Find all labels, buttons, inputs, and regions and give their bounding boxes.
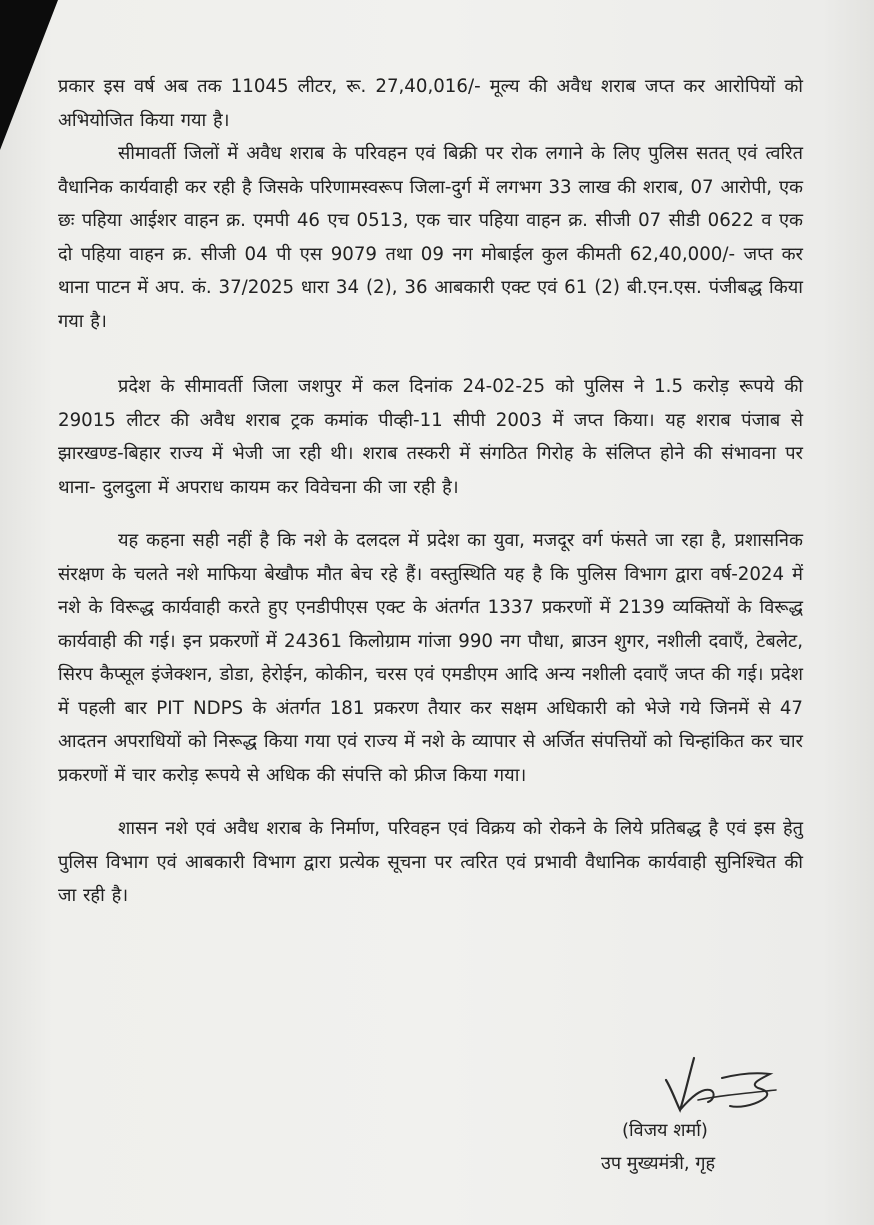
signatory-designation: उप मुख्यमंत्री, गृह (601, 1153, 716, 1174)
page-corner-shadow (0, 0, 58, 150)
paragraph-4: यह कहना सही नहीं है कि नशे के दलदल में प्रदेश का युवा, मजदूर वर्ग फंसते जा रहा है, प्रशासनिक संरक्षण के चलते नशे माफिया बेखौफ मौत बेच रहे हैं। वस्तुस्थिति यह है कि पुलिस विभाग द्वारा वर्ष-2024 में नशे के विरूद्ध कार्यवाही करते हुए एनडीपीएस एक्ट के अंतर्गत 1337 प्रकरणों में 2139 व्यक्तियों के विरूद्ध कार्यवाही की गई। इन प्रकरणों में 24361 किलोग्राम गांजा 990 नग पौधा, ब्राउन शुगर, नशीली दवाएँ, टेबलेट, सिरप कैप्सूल इंजेक्शन, डोडा, हेरोईन, कोकीन, चरस एवं एमडीएम आदि अन्य नशीली दवाएँ जप्त की गई। प्रदेश में पहली बार PIT NDPS के अंतर्गत 181 प्रकरण तैयार कर सक्षम अधिकारी को भेजे गये जिनमें से 47 आदतन अपराधियों को निरूद्ध किया गया एवं राज्य में नशे के व्यापार से अर्जित संपत्तियों को चिन्हांकित कर चार प्रकरणों में चार करोड़ रूपये से अधिक की संपत्ति को फ्रीज किया गया। (58, 530, 803, 786)
paragraph-1: प्रकार इस वर्ष अब तक 11045 लीटर, रू. 27,40,016/- मूल्य की अवैध शराब जप्त कर आरोपियों को अभियोजित किया गया है। (58, 76, 803, 131)
handwritten-signature (658, 1050, 788, 1120)
paragraph-2: सीमावर्ती जिलों में अवैध शराब के परिवहन एवं बिक्री पर रोक लगाने के लिए पुलिस सतत् एवं त्वरित वैधानिक कार्यवाही कर रही है जिसके परिणामस्वरूप जिला-दुर्ग में लगभग 33 लाख की शराब, 07 आरोपी, एक छः पहिया आईशर वाहन क्र. एमपी 46 एच 0513, एक चार पहिया वाहन क्र. सीजी 07 सीडी 0622 व एक दो पहिया वाहन क्र. सीजी 04 पी एस 9079 तथा 09 नग मोबाईल कुल कीमती 62,40,000/- जप्त कर थाना पाटन में अप. कं. 37/2025 धारा 34 (2), 36 आबकारी एक्ट एवं 61 (2) बी.एन.एस. पंजीबद्ध किया गया है। (58, 143, 803, 332)
paragraph-5: शासन नशे एवं अवैध शराब के निर्माण, परिवहन एवं विक्रय को रोकने के लिये प्रतिबद्ध है एवं इस हेतु पुलिस विभाग एवं आबकारी विभाग द्वारा प्रत्येक सूचना पर त्वरित एवं प्रभावी वैधानिक कार्यवाही सुनिश्चित की जा रही है। (58, 818, 803, 906)
document-body (58, 70, 803, 913)
signatory-name: (विजय शर्मा) (622, 1120, 708, 1141)
paragraph-3: प्रदेश के सीमावर्ती जिला जशपुर में कल दिनांक 24-02-25 को पुलिस ने 1.5 करोड़ रूपये की 29015 लीटर की अवैध शराब ट्रक कमांक पीव्ही-11 सीपी 2003 में जप्त किया। यह शराब पंजाब से झारखण्ड-बिहार राज्य में भेजी जा रही थी। शराब तस्करी में संगठित गिरोह के संलिप्त होने की संभावना पर थाना- दुलदुला में अपराध कायम कर विवेचना की जा रही है। (58, 376, 803, 498)
